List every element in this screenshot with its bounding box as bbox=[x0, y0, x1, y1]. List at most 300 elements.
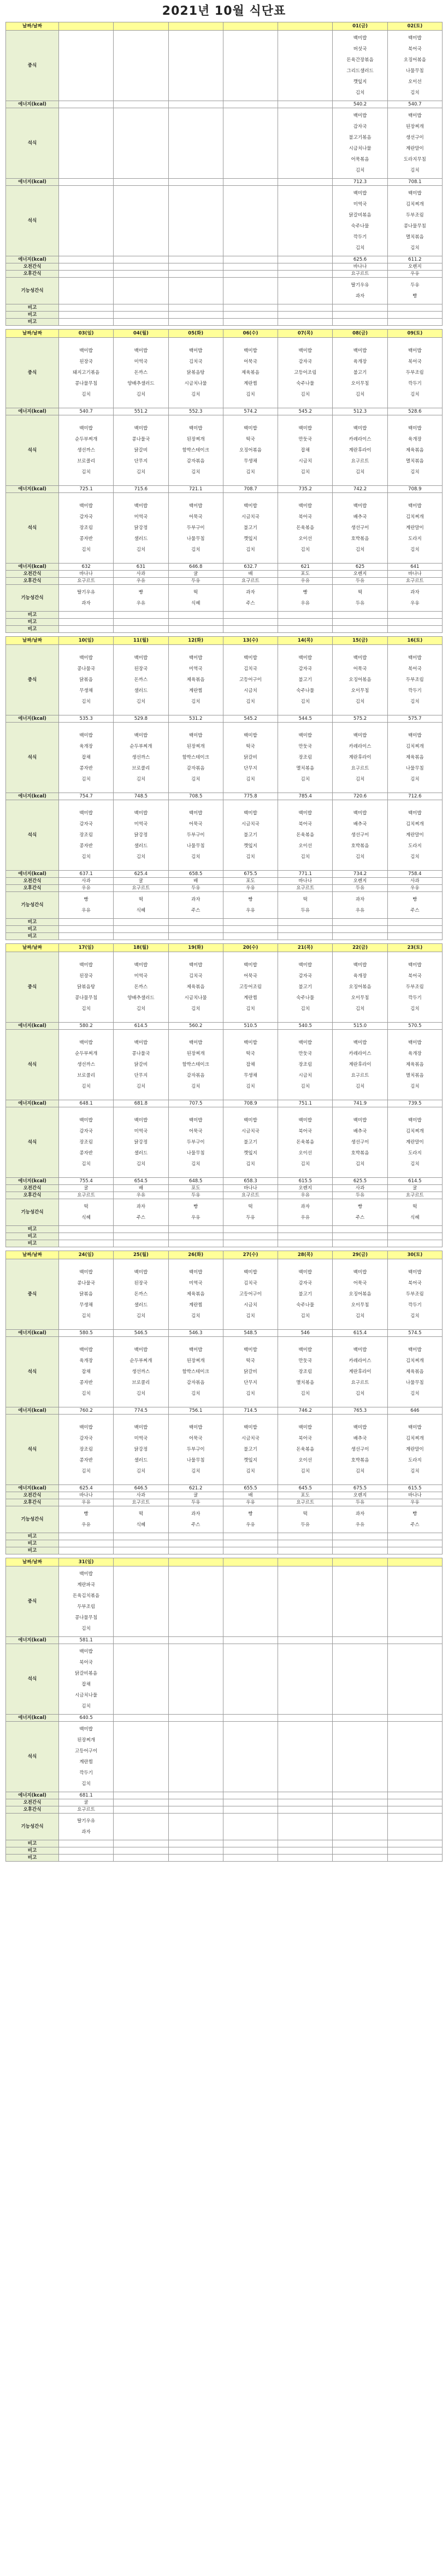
afternoon-cell: 요구르트 bbox=[114, 885, 168, 892]
dinner_kcal-cell bbox=[333, 1715, 387, 1722]
r3-cell bbox=[59, 626, 114, 633]
menu-item: 오징어볶음 bbox=[349, 984, 372, 990]
menu-item: 카레라이스 bbox=[349, 1051, 372, 1057]
r1-cell bbox=[333, 1226, 387, 1233]
r1-cell bbox=[168, 1226, 223, 1233]
menu-item: 백미밥 bbox=[353, 36, 367, 41]
dinner2-cell bbox=[223, 186, 278, 256]
menu-item: 카레라이스 bbox=[349, 1358, 372, 1364]
fruit-cell bbox=[278, 263, 333, 271]
extra-row bbox=[6, 892, 443, 919]
menu-item: 백미밥 bbox=[79, 348, 93, 354]
r2-cell bbox=[387, 1540, 442, 1547]
row-label: 에너지(kcal) bbox=[6, 564, 59, 571]
date-cell: 16(토) bbox=[387, 637, 442, 645]
menu-item: 닭갈비 bbox=[134, 1062, 148, 1067]
menu-item: 된장국 bbox=[134, 1281, 148, 1286]
lunch-row bbox=[6, 338, 443, 408]
lunch-cell bbox=[278, 338, 333, 408]
extra-cell bbox=[114, 1199, 168, 1226]
fruit-row bbox=[6, 1185, 443, 1192]
date-cell bbox=[114, 1558, 168, 1566]
row-label: 기능성간식 bbox=[6, 892, 59, 919]
dinner2-cell bbox=[59, 1722, 114, 1792]
menu-item: 콩자반 bbox=[79, 843, 93, 849]
menu-item: 호박볶음 bbox=[351, 1151, 369, 1156]
lunch-cell bbox=[59, 645, 114, 715]
lunch-row bbox=[6, 645, 443, 715]
dinner_kcal-row bbox=[6, 179, 443, 186]
menu-item: 오이선 bbox=[408, 79, 422, 85]
r3-cell bbox=[114, 1547, 168, 1554]
row-label: 비고 bbox=[6, 926, 59, 933]
lunch_kcal-cell: 512.3 bbox=[333, 408, 387, 415]
r2-cell bbox=[278, 1233, 333, 1240]
menu-item: 미역국 bbox=[134, 514, 148, 520]
menu-item: 콩나물국 bbox=[132, 1051, 150, 1057]
dinner_kcal-cell: 646 bbox=[387, 1407, 442, 1415]
menu-item: 배추국 bbox=[353, 1436, 367, 1441]
menu-item: 시금치국 bbox=[241, 1436, 260, 1441]
fruit-cell: 포도 bbox=[223, 878, 278, 885]
menu-item: 오이선 bbox=[298, 843, 313, 849]
afternoon-cell bbox=[278, 271, 333, 278]
lunch-cell bbox=[387, 31, 442, 101]
lunch-cell bbox=[114, 1566, 168, 1637]
lunch-cell bbox=[333, 338, 387, 408]
dinner2_kcal-cell: 646.8 bbox=[168, 564, 223, 571]
menu-item: 김치 bbox=[81, 1781, 91, 1787]
row-label: 비고 bbox=[6, 312, 59, 319]
lunch_kcal-cell bbox=[278, 101, 333, 108]
dinner-cell bbox=[223, 415, 278, 486]
dinner2-cell bbox=[223, 493, 278, 564]
r3-cell bbox=[333, 1240, 387, 1247]
menu-item: 김치 bbox=[81, 854, 91, 860]
menu-item: 백미밥 bbox=[298, 1118, 313, 1123]
r3-cell bbox=[333, 319, 387, 326]
menu-item: 샐러드 bbox=[134, 843, 148, 849]
r1-cell bbox=[333, 612, 387, 619]
dinner-cell bbox=[168, 1030, 223, 1100]
row-label: 에너지(kcal) bbox=[6, 871, 59, 878]
menu-item: 김치 bbox=[410, 777, 420, 782]
dinner2-cell bbox=[114, 800, 168, 871]
menu-item: 브로콜리 bbox=[77, 459, 96, 464]
menu-item: 김치 bbox=[355, 245, 365, 251]
menu-item: 김치 bbox=[81, 699, 91, 705]
dinner-cell bbox=[333, 1644, 387, 1715]
menu-item: 잡채 bbox=[81, 1682, 91, 1687]
dinner-cell bbox=[114, 1337, 168, 1407]
menu-item: 김치 bbox=[191, 547, 201, 553]
extra-cell bbox=[387, 892, 442, 919]
menu-item: 도라지 bbox=[408, 536, 422, 542]
menu-item: 주스 bbox=[246, 601, 255, 606]
menu-item: 두부조림 bbox=[405, 1292, 424, 1297]
fruit-cell bbox=[114, 1799, 168, 1806]
menu-item: 김치 bbox=[136, 1469, 146, 1474]
lunch-cell bbox=[387, 1259, 442, 1330]
row-label: 오전간식 bbox=[6, 571, 59, 578]
menu-item: 백미밥 bbox=[298, 811, 313, 816]
menu-item: 도라지무침 bbox=[403, 157, 426, 162]
menu-item: 식혜 bbox=[191, 601, 201, 606]
r3-cell bbox=[114, 1240, 168, 1247]
r1-cell bbox=[278, 1226, 333, 1233]
menu-item: 배추국 bbox=[353, 821, 367, 827]
r3-cell bbox=[278, 1547, 333, 1554]
r1-cell bbox=[114, 1533, 168, 1540]
extra-cell bbox=[59, 1199, 114, 1226]
dinner2_kcal-row bbox=[6, 1178, 443, 1185]
lunch-row bbox=[6, 31, 443, 101]
dinner2_kcal-cell: 631 bbox=[114, 564, 168, 571]
lunch_kcal-cell bbox=[168, 1637, 223, 1644]
menu-item: 잡채 bbox=[300, 448, 310, 453]
afternoon-cell bbox=[168, 271, 223, 278]
r3-cell bbox=[387, 626, 442, 633]
date-cell: 20(수) bbox=[223, 944, 278, 952]
menu-item: 두부조림 bbox=[77, 1604, 96, 1610]
dinner_kcal-cell: 754.7 bbox=[59, 793, 114, 800]
r1-cell bbox=[223, 1840, 278, 1847]
r1-cell bbox=[59, 304, 114, 312]
menu-item: 계란후라이 bbox=[349, 755, 372, 760]
dinner2-cell bbox=[168, 800, 223, 871]
menu-item: 백미밥 bbox=[353, 348, 367, 354]
menu-item: 백미밥 bbox=[188, 655, 203, 661]
afternoon-row bbox=[6, 1192, 443, 1199]
lunch_kcal-cell: 575.7 bbox=[387, 715, 442, 723]
dinner2_kcal-cell: 646.5 bbox=[114, 1485, 168, 1492]
lunch_kcal-cell: 531.2 bbox=[168, 715, 223, 723]
date-cell: 18(월) bbox=[114, 944, 168, 952]
row-label: 기능성간식 bbox=[6, 278, 59, 304]
dinner_kcal-cell: 708.1 bbox=[387, 179, 442, 186]
menu-item: 오이무침 bbox=[351, 995, 369, 1001]
r3-cell bbox=[168, 319, 223, 326]
menu-item: 김치 bbox=[246, 854, 255, 860]
menu-item: 감자국 bbox=[298, 359, 313, 365]
row-label: 석식 bbox=[6, 186, 59, 256]
dinner-cell bbox=[114, 723, 168, 793]
afternoon-cell: 두유 bbox=[168, 1192, 223, 1199]
r2-row bbox=[6, 1847, 443, 1855]
afternoon-cell: 두유 bbox=[168, 578, 223, 585]
lunch-cell bbox=[278, 645, 333, 715]
afternoon-cell: 우유 bbox=[278, 1192, 333, 1199]
menu-item: 백미밥 bbox=[408, 1270, 422, 1275]
menu-item: 두부구이 bbox=[186, 525, 205, 531]
date-cell bbox=[223, 1558, 278, 1566]
r2-cell bbox=[223, 1847, 278, 1855]
dinner_kcal-cell: 735.2 bbox=[278, 486, 333, 493]
menu-item: 김치 bbox=[410, 168, 420, 173]
dinner2-cell bbox=[59, 1415, 114, 1485]
menu-item: 백미밥 bbox=[353, 963, 367, 968]
menu-item: 김치 bbox=[410, 1313, 420, 1319]
row-label: 비고 bbox=[6, 1533, 59, 1540]
lunch-row bbox=[6, 1566, 443, 1637]
afternoon-cell: 요구르트 bbox=[223, 1192, 278, 1199]
row-label: 오전간식 bbox=[6, 1492, 59, 1499]
extra-cell bbox=[387, 1814, 442, 1840]
r2-cell bbox=[278, 1540, 333, 1547]
dinner2-cell bbox=[387, 1722, 442, 1792]
r1-cell bbox=[114, 1840, 168, 1847]
menu-item: 북어국 bbox=[408, 666, 422, 672]
lunch-cell bbox=[168, 1259, 223, 1330]
menu-item: 고등어조림 bbox=[294, 370, 317, 375]
dinner_kcal-cell: 708.9 bbox=[223, 1100, 278, 1107]
r1-cell bbox=[59, 1840, 114, 1847]
menu-item: 무생채 bbox=[244, 459, 257, 464]
row-label: 에너지(kcal) bbox=[6, 1792, 59, 1799]
menu-item: 백미밥 bbox=[353, 503, 367, 509]
dinner2_kcal-cell: 755.4 bbox=[59, 1178, 114, 1185]
menu-item: 멸치볶음 bbox=[405, 234, 424, 240]
menu-item: 김치 bbox=[410, 1161, 420, 1167]
dinner_kcal-cell: 742.2 bbox=[333, 486, 387, 493]
r3-cell bbox=[223, 1855, 278, 1862]
menu-item: 콩나물국 bbox=[77, 666, 96, 672]
menu-item: 김치 bbox=[191, 470, 201, 475]
dinner2_kcal-cell bbox=[333, 1792, 387, 1799]
row-label: 날짜/날짜 bbox=[6, 944, 59, 952]
extra-cell bbox=[223, 1506, 278, 1533]
r3-cell bbox=[168, 1855, 223, 1862]
menu-item: 닭갈비 bbox=[244, 755, 257, 760]
menu-item: 백미밥 bbox=[353, 426, 367, 431]
afternoon-cell: 요구르트 bbox=[223, 578, 278, 585]
menu-item: 김치 bbox=[246, 1391, 255, 1396]
row-label: 비고 bbox=[6, 319, 59, 326]
menu-item: 생선까스 bbox=[132, 755, 150, 760]
r3-cell bbox=[223, 933, 278, 940]
menu-item: 우유 bbox=[355, 908, 365, 913]
row-label: 에너지(kcal) bbox=[6, 1100, 59, 1107]
menu-item: 우유 bbox=[300, 1215, 310, 1220]
menu-item: 김치 bbox=[191, 392, 201, 397]
menu-item: 김치 bbox=[355, 392, 365, 397]
menu-item: 장조림 bbox=[298, 1369, 313, 1375]
extra-cell bbox=[278, 1814, 333, 1840]
date-cell: 27(수) bbox=[223, 1251, 278, 1259]
date-cell bbox=[168, 22, 223, 31]
fruit-cell: 바나나 bbox=[387, 1492, 442, 1499]
r3-row bbox=[6, 626, 443, 633]
dinner_kcal-cell: 708.9 bbox=[387, 486, 442, 493]
menu-item: 백미밥 bbox=[79, 426, 93, 431]
afternoon-cell: 두유 bbox=[333, 885, 387, 892]
menu-item: 김치 bbox=[300, 547, 310, 553]
r3-cell bbox=[333, 1855, 387, 1862]
menu-item: 생선구이 bbox=[351, 1140, 369, 1145]
dinner-cell bbox=[333, 1030, 387, 1100]
menu-item: 김치 bbox=[191, 854, 201, 860]
menu-item: 함박스테이크 bbox=[182, 1369, 209, 1375]
r3-row bbox=[6, 1240, 443, 1247]
menu-item: 김치 bbox=[136, 1161, 146, 1167]
lunch_kcal-cell: 544.5 bbox=[278, 715, 333, 723]
fruit-cell: 사과 bbox=[333, 1185, 387, 1192]
week-table bbox=[5, 22, 443, 326]
menu-item: 백미밥 bbox=[244, 1425, 257, 1430]
dinner2_kcal-row bbox=[6, 871, 443, 878]
row-label: 비고 bbox=[6, 1540, 59, 1547]
menu-item: 백미밥 bbox=[408, 655, 422, 661]
lunch-cell bbox=[223, 952, 278, 1023]
dinner2_kcal-cell: 654.5 bbox=[114, 1178, 168, 1185]
r3-cell bbox=[223, 626, 278, 633]
menu-item: 나물무침 bbox=[405, 766, 424, 771]
row-label: 오후간식 bbox=[6, 885, 59, 892]
row-label: 비고 bbox=[6, 1547, 59, 1554]
menu-item: 된장찌개 bbox=[186, 1358, 205, 1364]
lunch_kcal-cell: 581.1 bbox=[59, 1637, 114, 1644]
lunch-cell bbox=[59, 338, 114, 408]
menu-item: 김치 bbox=[410, 699, 420, 705]
extra-cell bbox=[278, 1199, 333, 1226]
menu-item: 배추국 bbox=[353, 514, 367, 520]
dinner-cell bbox=[114, 1030, 168, 1100]
menu-item: 김치 bbox=[300, 1391, 310, 1396]
menu-item: 떡국 bbox=[246, 437, 255, 442]
afternoon-cell bbox=[114, 271, 168, 278]
dinner-cell bbox=[168, 1644, 223, 1715]
afternoon-cell bbox=[333, 1806, 387, 1814]
dinner-cell bbox=[278, 1644, 333, 1715]
lunch_kcal-cell: 548.5 bbox=[223, 1330, 278, 1337]
dinner2-row bbox=[6, 1415, 443, 1485]
dinner2_kcal-cell: 681.1 bbox=[59, 1792, 114, 1799]
dinner_kcal-cell: 739.5 bbox=[387, 1100, 442, 1107]
menu-item: 백미밥 bbox=[134, 1040, 148, 1046]
r2-row bbox=[6, 926, 443, 933]
dinner-cell bbox=[387, 1644, 442, 1715]
r2-cell bbox=[278, 312, 333, 319]
lunch_kcal-cell: 560.2 bbox=[168, 1023, 223, 1030]
dinner2-cell bbox=[223, 1107, 278, 1178]
r1-cell bbox=[223, 612, 278, 619]
dinner_kcal-row bbox=[6, 1715, 443, 1722]
afternoon-cell: 요구르트 bbox=[114, 1499, 168, 1506]
menu-item: 오이선 bbox=[298, 1151, 313, 1156]
dinner_kcal-cell: 715.6 bbox=[114, 486, 168, 493]
menu-item: 백미밥 bbox=[408, 191, 422, 196]
menu-item: 떡 bbox=[357, 590, 363, 595]
extra-row bbox=[6, 1199, 443, 1226]
dinner2-row bbox=[6, 493, 443, 564]
menu-item: 미역국 bbox=[134, 359, 148, 365]
r1-row bbox=[6, 919, 443, 926]
menu-item: 김치 bbox=[300, 854, 310, 860]
row-label: 중식 bbox=[6, 952, 59, 1023]
extra-cell bbox=[223, 1199, 278, 1226]
date-cell: 23(토) bbox=[387, 944, 442, 952]
menu-item: 김치 bbox=[136, 854, 146, 860]
menu-item: 요구르트 bbox=[351, 1073, 369, 1078]
dinner-cell bbox=[387, 723, 442, 793]
dinner_kcal-cell: 681.8 bbox=[114, 1100, 168, 1107]
menu-item: 김치 bbox=[355, 1469, 365, 1474]
r2-cell bbox=[223, 619, 278, 626]
menu-item: 백미밥 bbox=[408, 811, 422, 816]
row-label: 석식 bbox=[6, 1030, 59, 1100]
menu-item: 콩나물국 bbox=[132, 437, 150, 442]
dinner-cell bbox=[59, 415, 114, 486]
row-label: 석식 bbox=[6, 1107, 59, 1178]
menu-item: 김치 bbox=[81, 1469, 91, 1474]
row-label: 오전간식 bbox=[6, 1185, 59, 1192]
menu-item: 백미밥 bbox=[79, 811, 93, 816]
lunch_kcal-cell: 510.5 bbox=[223, 1023, 278, 1030]
row-label: 중식 bbox=[6, 31, 59, 101]
menu-item: 백미밥 bbox=[79, 1347, 93, 1353]
menu-item: 된장찌개 bbox=[186, 437, 205, 442]
menu-item: 제육볶음 bbox=[405, 448, 424, 453]
r1-cell bbox=[333, 1840, 387, 1847]
menu-item: 김치 bbox=[355, 1161, 365, 1167]
dinner2_kcal-row bbox=[6, 564, 443, 571]
menu-item: 백미밥 bbox=[408, 733, 422, 738]
lunch-cell bbox=[59, 31, 114, 101]
row-label: 오후간식 bbox=[6, 1192, 59, 1199]
fruit-cell: 귤 bbox=[168, 1492, 223, 1499]
menu-item: 돈까스 bbox=[134, 677, 148, 683]
lunch-cell bbox=[168, 1566, 223, 1637]
menu-item: 된장찌개 bbox=[405, 124, 424, 130]
r2-cell bbox=[333, 1540, 387, 1547]
menu-item: 백미밥 bbox=[353, 811, 367, 816]
r3-cell bbox=[114, 626, 168, 633]
lunch_kcal-cell: 574.2 bbox=[223, 408, 278, 415]
menu-item: 된장국 bbox=[134, 666, 148, 672]
r1-cell bbox=[387, 304, 442, 312]
menu-item: 불고기 bbox=[244, 1140, 257, 1145]
menu-item: 닭강정 bbox=[134, 832, 148, 838]
menu-item: 단무지 bbox=[134, 1073, 148, 1078]
menu-item: 백미밥 bbox=[79, 1040, 93, 1046]
row-label: 에너지(kcal) bbox=[6, 486, 59, 493]
menu-item: 된장찌개 bbox=[186, 744, 205, 749]
menu-item: 샐러드 bbox=[134, 536, 148, 542]
extra-cell bbox=[333, 892, 387, 919]
menu-item: 백미밥 bbox=[188, 1270, 203, 1275]
menu-item: 과자 bbox=[136, 1204, 146, 1210]
menu-item: 콩나물무침 bbox=[75, 1615, 98, 1621]
afternoon-cell: 요구르트 bbox=[333, 271, 387, 278]
dinner2-cell bbox=[114, 493, 168, 564]
menu-item: 깻잎지 bbox=[244, 1151, 257, 1156]
row-label: 에너지(kcal) bbox=[6, 179, 59, 186]
fruit-cell: 오렌지 bbox=[278, 1185, 333, 1192]
menu-item: 백미밥 bbox=[134, 733, 148, 738]
extra-cell bbox=[168, 278, 223, 304]
date-cell bbox=[114, 22, 168, 31]
r2-cell bbox=[114, 619, 168, 626]
row-label: 중식 bbox=[6, 645, 59, 715]
r1-cell bbox=[168, 1533, 223, 1540]
menu-item: 생선구이 bbox=[405, 135, 424, 140]
extra-cell bbox=[387, 1199, 442, 1226]
dinner-cell bbox=[278, 1030, 333, 1100]
menu-item: 돈육김치볶음 bbox=[73, 1593, 100, 1599]
lunch-cell bbox=[387, 338, 442, 408]
menu-item: 떡국 bbox=[246, 744, 255, 749]
menu-item: 미역국 bbox=[353, 202, 367, 207]
